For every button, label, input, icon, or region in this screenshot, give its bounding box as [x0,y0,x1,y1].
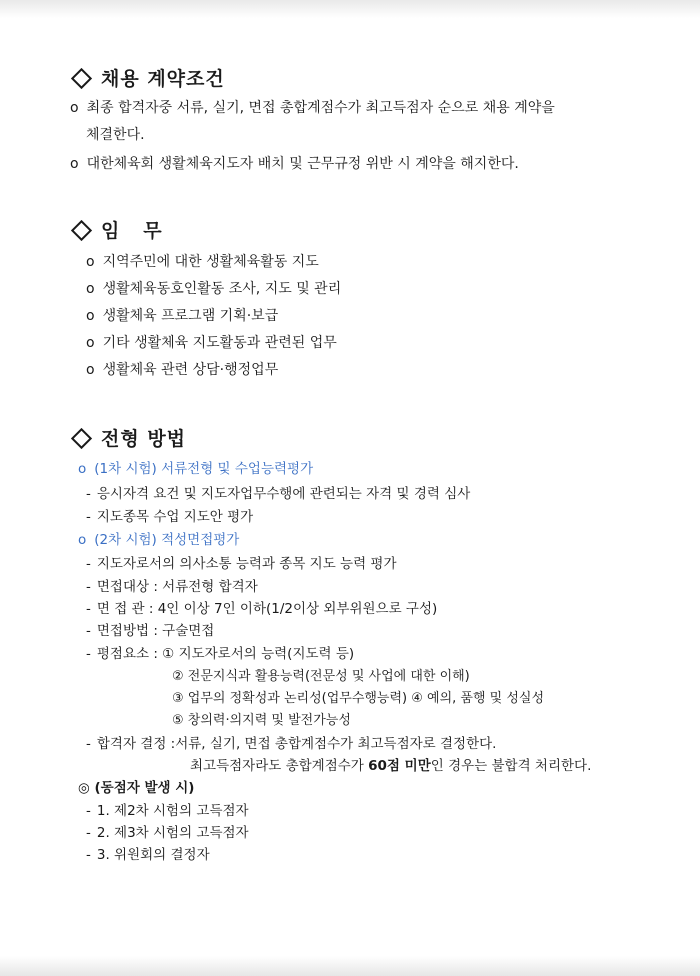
section-heading-duties: 임 무 [70,216,163,243]
contract-item-2: o 대한체육회 생활체육지도자 배치 및 근무규정 위반 시 계약을 해지한다. [70,156,519,172]
contract-item-1-line-1: o 최종 합격자중 서류, 실기, 면접 총합계점수가 최고득점자 순으로 채용 계약을 [70,100,555,116]
round1-item: - 지도종목 수업 지도안 평가 [86,509,254,525]
duty-item: o 생활체육 관련 상담·행정업무 [86,362,279,378]
tie-item: - 2. 제3차 시험의 고득점자 [86,825,249,841]
duty-item: o 생활체육동호인활동 조사, 지도 및 관리 [86,281,342,297]
section-heading-selection: 전형 방법 [70,424,186,451]
section-heading-contract: 채용 계약조건 [70,64,225,91]
page-edge-top [0,0,700,18]
decision-line-1: - 합격자 결정 :서류, 실기, 면접 총합계점수가 최고득점자로 결정한다. [86,736,497,752]
duty-item: o 기타 생활체육 지도활동과 관련된 업무 [86,335,337,351]
duty-item: o 생활체육 프로그램 기획·보급 [86,308,279,324]
tie-item: - 3. 위원회의 결정자 [86,847,210,863]
contract-item-1-line-2: 체결한다. [86,127,145,143]
round1-title: o (1차 시험) 서류전형 및 수업능력평가 [78,461,314,477]
round2-item: - 면 접 관 : 4인 이상 7인 이하(1/2이상 외부위원으로 구성) [86,601,438,617]
criteria-continuation: ② 전문지식과 활용능력(전문성 및 사업에 대한 이해) [172,669,470,684]
round2-title: o (2차 시험) 적성면접평가 [78,532,240,548]
round2-item: - 면접방법 : 구술면접 [86,623,215,639]
decision-line-2: 최고득점자라도 총합계점수가 60점 미만인 경우는 불합격 처리한다. [190,758,592,774]
criteria-continuation: ⑤ 창의력·의지력 및 발전가능성 [172,713,351,728]
criteria-continuation: ③ 업무의 정확성과 논리성(업무수행능력) ④ 예의, 품행 및 성실성 [172,691,545,706]
round2-item: - 평점요소 : ① 지도자로서의 능력(지도력 등) [86,646,355,662]
diamond-icon [71,68,92,89]
tie-title: ◎ (동점자 발생 시) [78,780,195,796]
tie-item: - 1. 제2차 시험의 고득점자 [86,803,249,819]
duty-item: o 지역주민에 대한 생활체육활동 지도 [86,254,319,270]
diamond-icon [71,428,92,449]
round1-item: - 응시자격 요건 및 지도자업무수행에 관련되는 자격 및 경력 심사 [86,486,471,502]
decision-threshold: 60점 미만 [368,758,431,774]
diamond-icon [71,220,92,241]
round2-item: - 지도자로서의 의사소통 능력과 종목 지도 능력 평가 [86,556,397,572]
round2-item: - 면접대상 : 서류전형 합격자 [86,579,258,595]
page-edge-bottom [0,956,700,976]
